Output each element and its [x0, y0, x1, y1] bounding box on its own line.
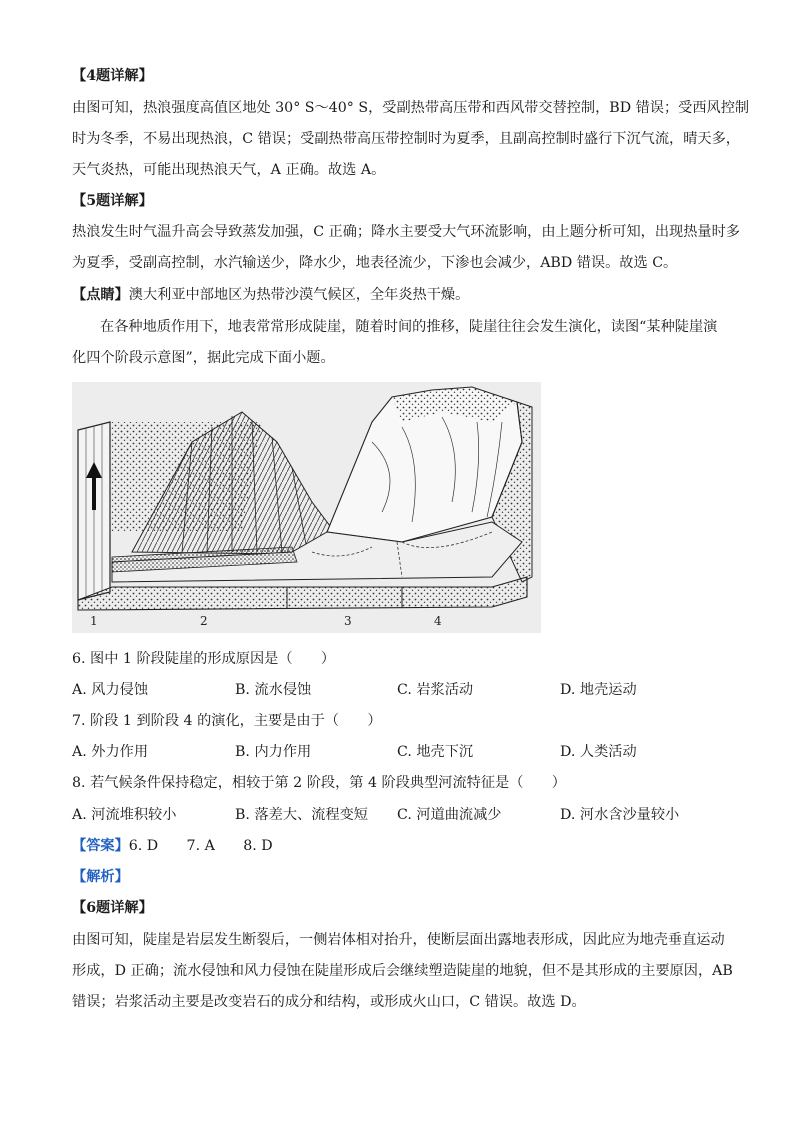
question-7-stem: 7. 阶段 1 到阶段 4 的演化，主要是由于（ ）: [72, 713, 382, 729]
question-7-options: [72, 742, 732, 762]
section-6-line-1: 由图可知，陡崖是岩层发生断裂后，一侧岩体相对抬升，使断层面出露地表形成，因此应为地壳垂直运动: [72, 932, 725, 948]
question-7-option-a: A. 外力作用: [72, 744, 149, 760]
section-6-line-3: 错误；岩浆活动主要是改变岩石的成分和结构，或形成火山口，C 错误。故选 D。: [72, 994, 586, 1010]
intro-line-2: 化四个阶段示意图”，据此完成下面小题。: [72, 350, 335, 366]
stage-label-1: 1: [90, 614, 98, 628]
question-6-option-c: C. 岩浆活动: [397, 682, 474, 698]
question-8-option-c: C. 河道曲流减少: [397, 807, 502, 823]
question-8-option-a: A. 河流堆积较小: [72, 807, 177, 823]
note-paragraph: [72, 285, 732, 305]
question-7-option-b: B. 内力作用: [235, 744, 312, 760]
answer-line: [72, 836, 732, 856]
question-8-option-d: D. 河水含沙量较小: [560, 807, 680, 823]
section-4-line-1: 由图可知，热浪强度高值区地处 30° S～40° S，受副热带高压带和西风带交替控制，BD 错误；受西风控制: [72, 100, 750, 116]
question-6-option-d: D. 地壳运动: [560, 682, 637, 698]
analysis-label: 【解析】: [72, 869, 129, 885]
question-7-option-d: D. 人类活动: [560, 744, 637, 760]
section-5-line-2: 为夏季，受副高控制，水汽输送少，降水少，地表径流少，下渗也会减少，ABD 错误。故选 C。: [72, 255, 678, 271]
answer-text: 6. D 7. A 8. D: [128, 838, 273, 854]
question-6-option-a: A. 风力侵蚀: [72, 682, 149, 698]
section-6-line-2: 形成，D 正确；流水侵蚀和风力侵蚀在陡崖形成后会继续塑造陡崖的地貌，但不是其形成的主要原因，AB: [72, 963, 733, 979]
analysis-line: [72, 867, 732, 887]
question-6-options: [72, 680, 732, 700]
question-7-option-c: C. 地壳下沉: [397, 744, 474, 760]
stage-label-2: 2: [200, 614, 208, 628]
question-6-option-b: B. 流水侵蚀: [235, 682, 312, 698]
stage-label-4: 4: [434, 614, 442, 628]
escarpment-evolution-figure: [72, 382, 541, 633]
block-diagram-illustration: [72, 382, 541, 633]
question-8-stem: 8. 若气候条件保持稳定，相较于第 2 阶段，第 4 阶段典型河流特征是（ ）: [72, 775, 566, 791]
section-4-line-3: 天气炎热，可能出现热浪天气，A 正确。故选 A。: [72, 162, 386, 178]
answer-label: 【答案】: [72, 838, 129, 854]
section-4-title: 【4题详解】: [72, 68, 153, 84]
stage-label-3: 3: [344, 614, 352, 628]
question-6-stem: 6. 图中 1 阶段陡崖的形成原因是（ ）: [72, 651, 336, 667]
section-5-line-1: 热浪发生时气温升高会导致蒸发加强，C 正确；降水主要受大气环流影响，由上题分析可知，出现热量时多: [72, 224, 740, 240]
section-5-title: 【5题详解】: [72, 193, 153, 209]
note-text: 澳大利亚中部地区为热带沙漠气候区，全年炎热干燥。: [128, 287, 470, 303]
section-6-title: 【6题详解】: [72, 900, 153, 916]
note-label: 【点睛】: [72, 287, 129, 303]
question-8-options: [72, 805, 732, 825]
section-4-line-2: 时为冬季，不易出现热浪，C 错误；受副热带高压带控制时为夏季，且副高控制时盛行下沉气流，晴天多，: [72, 131, 740, 147]
intro-line-1: 在各种地质作用下，地表常常形成陡崖，随着时间的推移，陡崖往往会发生演化，读图“某种陡崖演: [100, 319, 718, 335]
question-8-option-b: B. 落差大、流程变短: [235, 807, 368, 823]
